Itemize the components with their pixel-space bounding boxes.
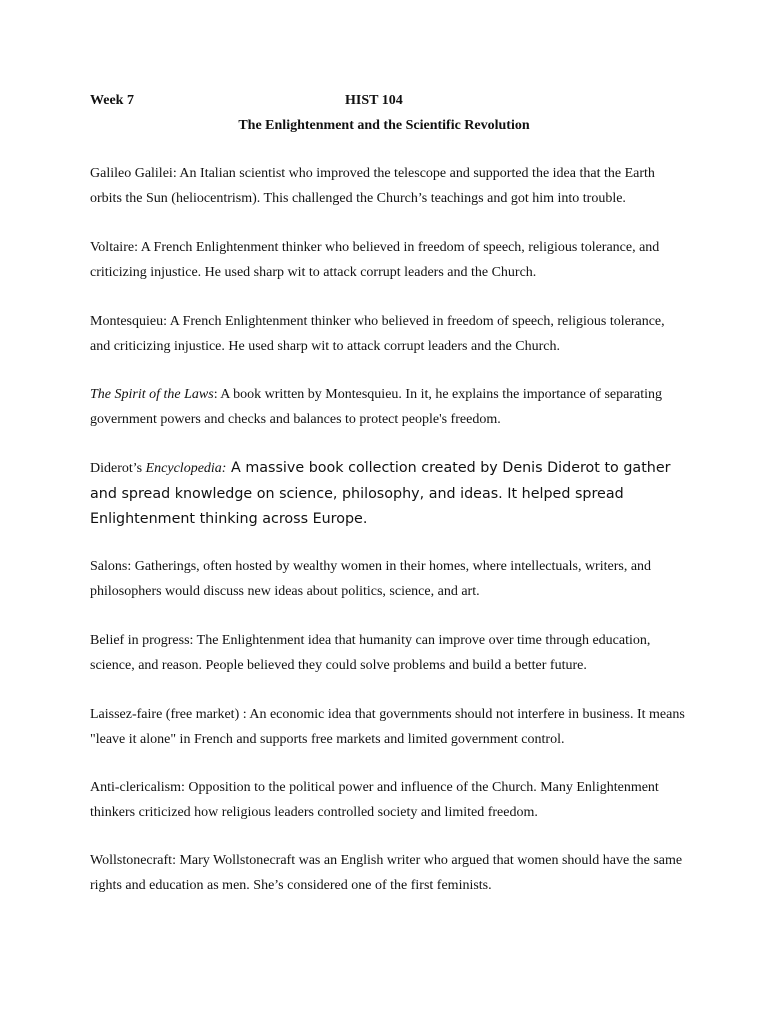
entry-term: Belief in progress	[90, 633, 190, 648]
entry-term: Laissez-faire (free market)	[90, 707, 243, 722]
entry-text: : An economic idea that governments should not interfere in business. It means "leave it alone" in French and supports free markets and limited government control.	[90, 707, 685, 747]
entry-text: : Gatherings, often hosted by wealthy women in their homes, where intellectuals, writers, and philosophers would discuss new ideas about politics, science, and art.	[90, 559, 652, 599]
entry-salons	[90, 555, 686, 604]
entry-term: Wollstonecraft	[90, 853, 173, 868]
entry-voltaire	[90, 236, 686, 285]
entry-spirit-of-laws	[90, 383, 686, 432]
entry-term: Galileo Galilei	[90, 166, 173, 181]
entry-term: Anti-clericalism	[90, 780, 181, 795]
entry-text: : A French Enlightenment thinker who believed in freedom of speech, religious tolerance, and criticizing injustice. He used sharp wit to attack corrupt leaders and the Church.	[90, 240, 660, 280]
entry-term: Encyclopedia:	[145, 461, 227, 476]
entry-text: : An Italian scientist who improved the telescope and supported the idea that the Earth orbits the Sun (heliocentrism). This challenged the Church’s teachings and got him into trouble.	[90, 166, 655, 206]
entry-text: : A book written by Montesquieu. In it, he explains the importance of separating government powers and checks and balances to protect people's freedom.	[90, 387, 662, 427]
entry-galileo	[90, 162, 686, 211]
entry-text: : Mary Wollstonecraft was an English writer who argued that women should have the same rights and education as men. She’s considered one of the first feminists.	[90, 853, 683, 893]
course-code: HIST 104	[345, 93, 403, 108]
entry-text: : A French Enlightenment thinker who believed in freedom of speech, religious tolerance, and criticizing injustice. He used sharp wit to attack corrupt leaders and the Church.	[90, 314, 665, 354]
week-label: Week 7	[90, 93, 134, 108]
entry-term: Montesquieu	[90, 314, 164, 329]
entry-term: Voltaire	[90, 240, 135, 255]
entry-montesquieu	[90, 310, 686, 359]
entry-term: Salons	[90, 559, 128, 574]
entry-encyclopedia	[90, 456, 680, 533]
document-title	[0, 117, 768, 135]
entry-term: The Spirit of the Laws	[90, 387, 214, 402]
entry-belief-in-progress	[90, 629, 686, 678]
entry-laissez-faire	[90, 703, 686, 752]
entry-text: A massive book collection created by Denis Diderot to gather and spread knowledge on science, philosophy, and ideas. It helped spread Enlightenment thinking across Europe.	[90, 460, 671, 527]
document-title-text: The Enlightenment and the Scientific Revolution	[238, 118, 530, 133]
entry-wollstonecraft	[90, 849, 686, 898]
entry-text: : The Enlightenment idea that humanity can improve over time through education, science, and reason. People believed they could solve problems and build a better future.	[90, 633, 651, 673]
entry-text: : Opposition to the political power and influence of the Church. Many Enlightenment thinkers criticized how religious leaders controlled society and limited freedom.	[90, 780, 659, 820]
entry-anti-clericalism	[90, 776, 686, 825]
entry-term-prefix: Diderot’s	[90, 461, 146, 476]
